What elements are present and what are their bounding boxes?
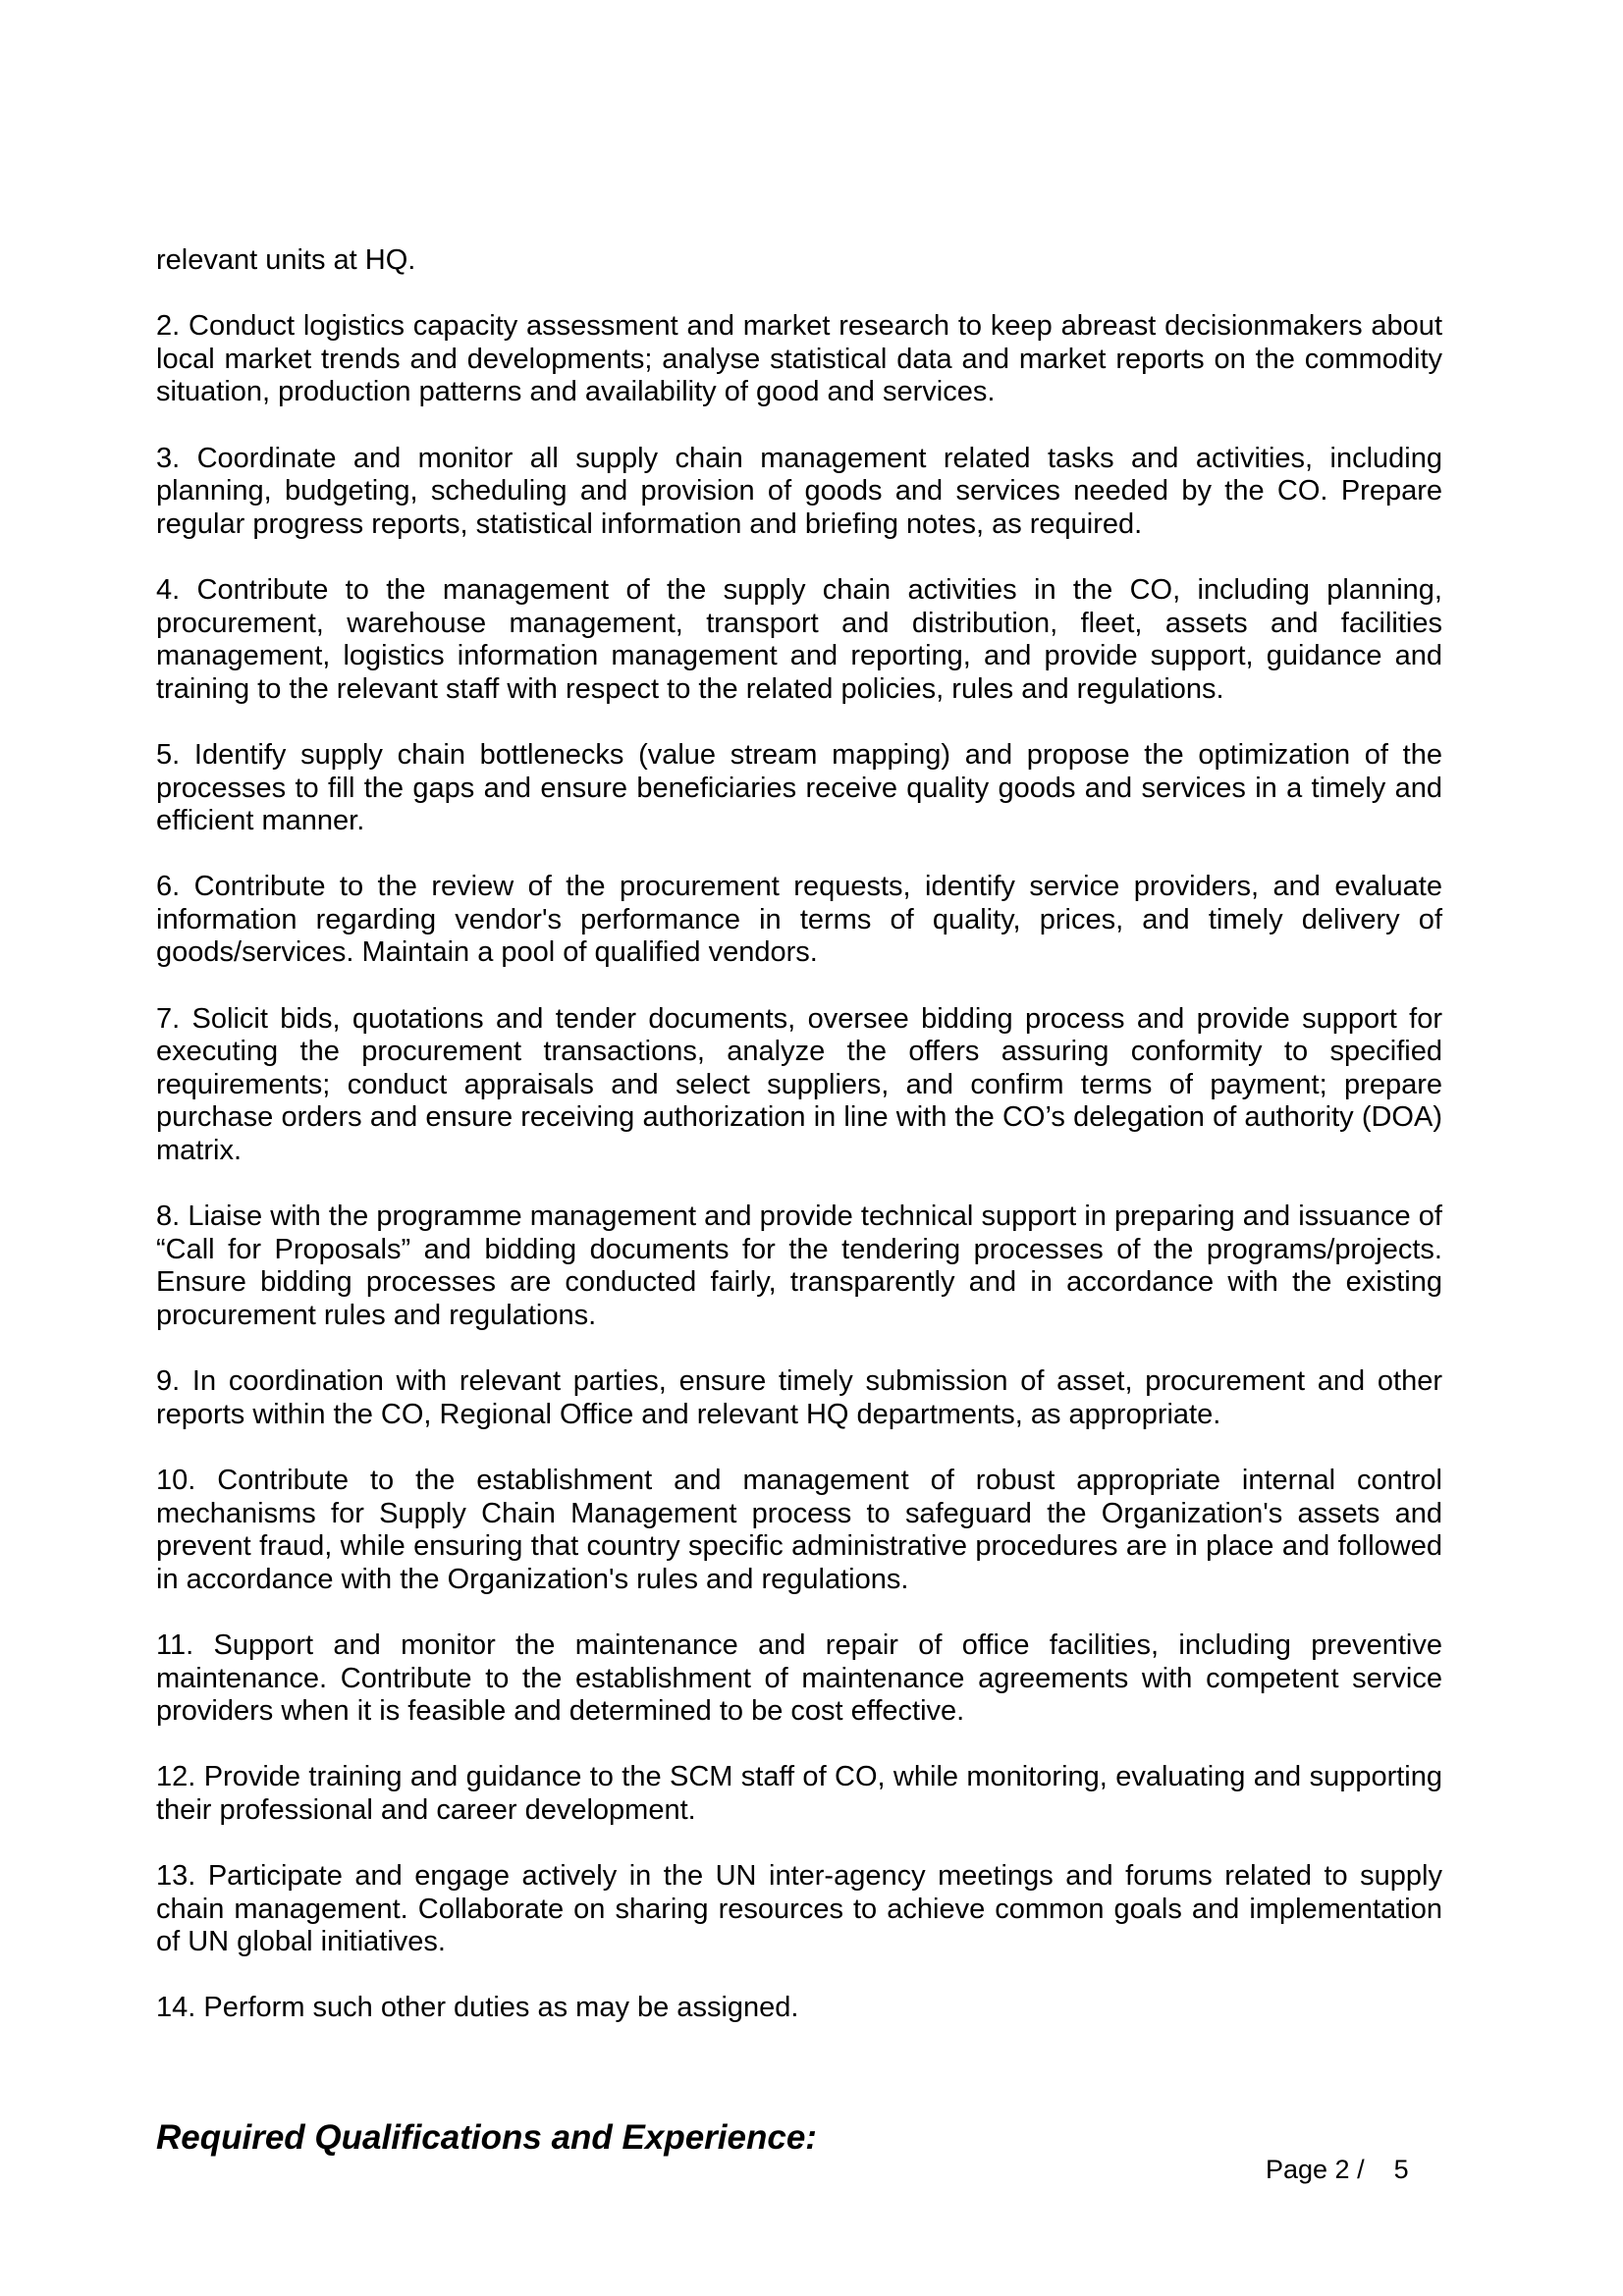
duty-item-10: 10. Contribute to the establishment and management of robust appropriate internal control mechanisms for Supply Chain Management process to safeguard the Organization's assets and prevent fraud, while ensuring that country specific administrative procedures are in place and followed in accordance with the Organization's rules and regulations. [156,1464,1442,1595]
duty-item-8: 8. Liaise with the programme management and provide technical support in preparing and issuance of “Call for Proposals” and bidding documents for the tendering processes of the programs/projects. Ensure bidding processes are conducted fairly, transparently and in accordance with the existing procurement rules and regulations. [156,1201,1442,1331]
document-body [156,244,1442,2058]
duty-item-4: 4. Contribute to the management of the supply chain activities in the CO, including planning, procurement, warehouse management, transport and distribution, fleet, assets and facilities management, logistics information management and reporting, and provide support, guidance and training to the relevant staff with respect to the related policies, rules and regulations. [156,573,1442,705]
duty-item-2: 2. Conduct logistics capacity assessment and market research to keep abreast decisionmakers about local market trends and developments; analyse statistical data and market reports on the commodity situation, production patterns and availability of good and services. [156,310,1442,408]
continuation-paragraph: relevant units at HQ. [156,244,416,276]
duty-item-12: 12. Provide training and guidance to the SCM staff of CO, while monitoring, evaluating and supporting their professional and career development. [156,1761,1442,1826]
page-number: Page 2 / 5 [1266,2155,1409,2184]
duty-item-11: 11. Support and monitor the maintenance and repair of office facilities, including preventive maintenance. Contribute to the establishment of maintenance agreements with competent service providers when it is feasible and determined to be cost effective. [156,1629,1442,1728]
duty-item-14: 14. Perform such other duties as may be assigned. [156,1992,799,2024]
duty-item-6: 6. Contribute to the review of the procurement requests, identify service providers, and evaluate information regarding vendor's performance in terms of quality, prices, and timely delivery of goods/services. Maintain a pool of qualified vendors. [156,871,1442,969]
duty-item-13: 13. Participate and engage actively in the UN inter-agency meetings and forums related to supply chain management. Collaborate on sharing resources to achieve common goals and implementation of UN global initiatives. [156,1860,1442,1958]
duty-item-7: 7. Solicit bids, quotations and tender documents, oversee bidding process and provide support for executing the procurement transactions, analyze the offers assuring conformity to specified requirements; conduct appraisals and select suppliers, and confirm terms of payment; prepare purchase orders and ensure receiving authorization in line with the CO’s delegation of authority (DOA) matrix. [156,1002,1442,1167]
duty-item-3: 3. Coordinate and monitor all supply chain management related tasks and activities, including planning, budgeting, scheduling and provision of goods and services needed by the CO. Prepare regular progress reports, statistical information and briefing notes, as required. [156,442,1442,540]
duty-item-5: 5. Identify supply chain bottlenecks (value stream mapping) and propose the optimization of the processes to fill the gaps and ensure beneficiaries receive quality goods and services in a timely and efficient manner. [156,738,1442,837]
section-heading-qualifications: Required Qualifications and Experience: [156,2118,817,2157]
duty-item-9: 9. In coordination with relevant parties, ensure timely submission of asset, procurement and other reports within the CO, Regional Office and relevant HQ departments, as appropriate. [156,1365,1442,1430]
